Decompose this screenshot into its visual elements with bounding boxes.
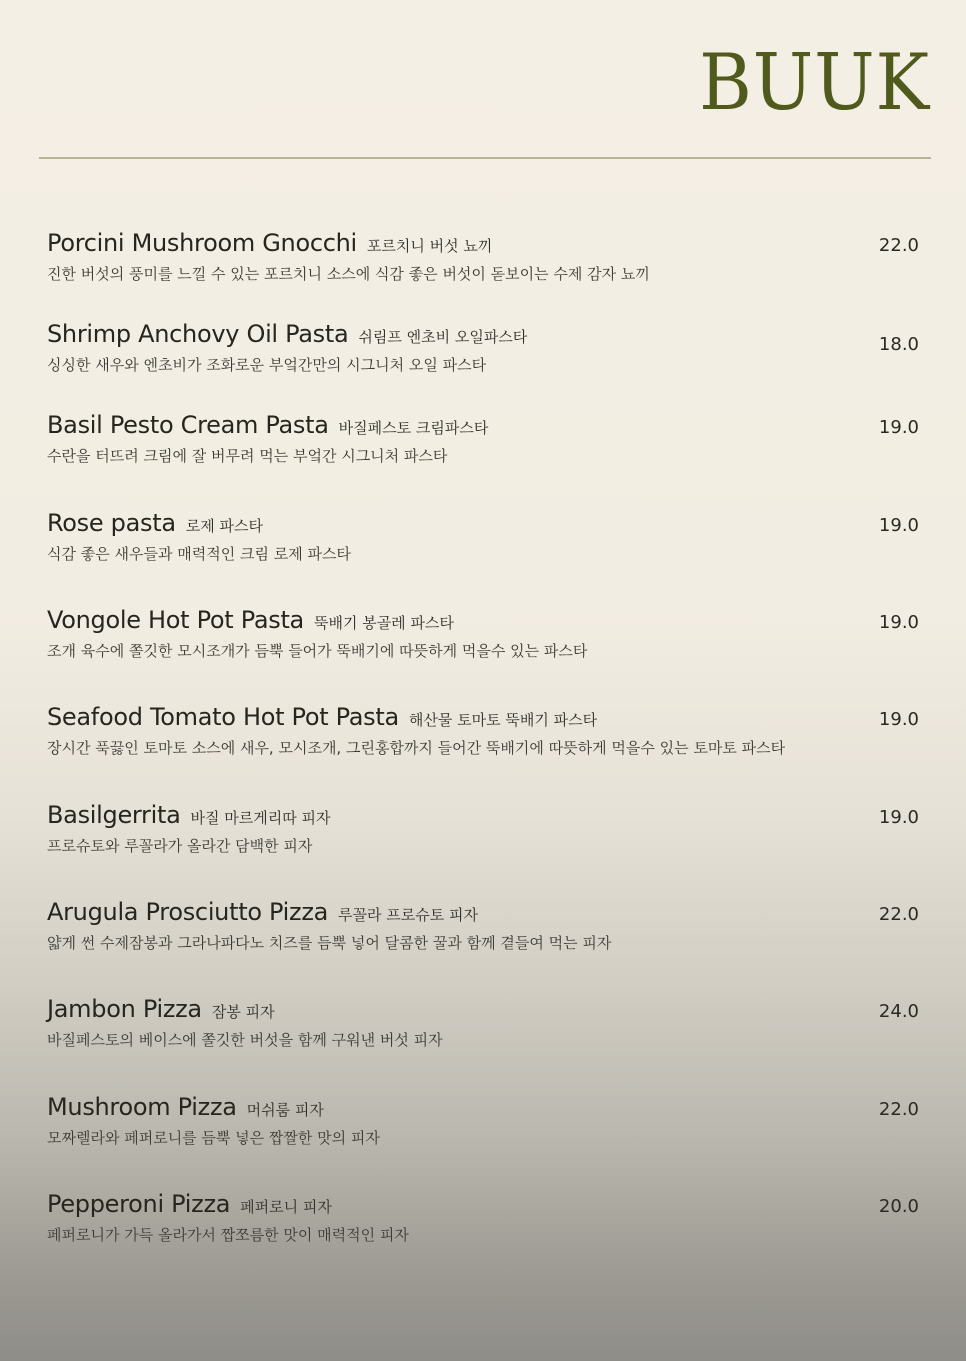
item-price: 22.0	[878, 904, 919, 925]
item-korean-name: 뚝배기 봉골레 파스타	[313, 614, 454, 632]
item-name: Jambon Pizza	[47, 995, 202, 1023]
menu-item-seafood-tomato	[47, 703, 927, 773]
item-price: 19.0	[878, 417, 919, 438]
item-description: 페퍼로니가 가득 올라가서 짭쪼름한 맛이 매력적인 피자	[47, 1226, 409, 1244]
item-price: 20.0	[878, 1196, 919, 1217]
item-korean-name: 쉬림프 엔초비 오일파스타	[358, 328, 528, 346]
item-description: 조개 육수에 쫄깃한 모시조개가 듬뿍 들어가 뚝배기에 따뜻하게 먹을수 있는 파스타	[47, 642, 588, 660]
item-price: 22.0	[878, 1099, 919, 1120]
item-korean-name: 바질페스토 크림파스타	[338, 419, 489, 437]
item-name: Basilgerrita	[47, 801, 181, 829]
item-name: Porcini Mushroom Gnocchi	[47, 229, 357, 257]
item-name: Pepperoni Pizza	[47, 1190, 231, 1218]
item-korean-name: 포르치니 버섯 뇨끼	[366, 237, 493, 255]
menu-item-jambon-pizza	[47, 995, 927, 1065]
menu-item-pepperoni-pizza	[47, 1190, 927, 1260]
item-description: 수란을 터뜨려 크림에 잘 버무려 먹는 부엌간 시그니처 파스타	[47, 447, 448, 465]
item-description: 장시간 푹끓인 토마토 소스에 새우, 모시조개, 그린홍합까지 들어간 뚝배기에 따뜻하게 먹을수 있는 토마토 파스타	[47, 739, 786, 757]
item-korean-name: 머쉬룸 피자	[246, 1101, 324, 1119]
item-name: Seafood Tomato Hot Pot Pasta	[47, 703, 399, 731]
item-description: 식감 좋은 새우들과 매력적인 크림 로제 파스타	[47, 545, 351, 563]
item-korean-name: 페퍼로니 피자	[240, 1198, 332, 1216]
item-name: Shrimp Anchovy Oil Pasta	[47, 320, 349, 348]
menu-item-basil-pesto	[47, 411, 927, 481]
item-korean-name: 바질 마르게리따 피자	[190, 809, 331, 827]
item-description: 프로슈토와 루꼴라가 올라간 담백한 피자	[47, 837, 313, 855]
item-name: Arugula Prosciutto Pizza	[47, 898, 329, 926]
menu-item-arugula-prosciutto	[47, 898, 927, 968]
menu-item-rose-pasta	[47, 509, 927, 579]
header-divider	[39, 157, 931, 159]
item-korean-name: 해산물 토마토 뚝배기 파스타	[408, 711, 598, 729]
menu-item-shrimp-anchovy	[47, 320, 927, 390]
menu-item-basilgerrita	[47, 801, 927, 871]
item-name: Basil Pesto Cream Pasta	[47, 411, 329, 439]
item-price: 19.0	[878, 515, 919, 536]
item-price: 19.0	[878, 612, 919, 633]
item-price: 19.0	[878, 807, 919, 828]
item-name: Vongole Hot Pot Pasta	[47, 606, 304, 634]
item-price: 19.0	[878, 709, 919, 730]
item-price: 18.0	[878, 334, 919, 355]
item-price: 24.0	[878, 1001, 919, 1022]
item-description: 진한 버섯의 풍미를 느낄 수 있는 포르치니 소스에 식감 좋은 버섯이 돋보이는 수제 감자 뇨끼	[47, 265, 650, 283]
menu-item-vongole	[47, 606, 927, 676]
item-description: 싱싱한 새우와 엔초비가 조화로운 부엌간만의 시그니처 오일 파스타	[47, 356, 487, 374]
item-description: 얇게 썬 수제잠봉과 그라나파다노 치즈를 듬뿍 넣어 달콤한 꿀과 함께 곁들여 먹는 피자	[47, 934, 612, 952]
item-korean-name: 루꼴라 프로슈토 피자	[338, 906, 478, 924]
item-korean-name: 잠봉 피자	[211, 1003, 275, 1021]
brand-logo: BUUK	[699, 38, 930, 128]
item-description: 바질페스토의 베이스에 쫄깃한 버섯을 함께 구워낸 버섯 피자	[47, 1031, 443, 1049]
item-price: 22.0	[878, 235, 919, 256]
item-name: Rose pasta	[47, 509, 176, 537]
item-name: Mushroom Pizza	[47, 1093, 237, 1121]
item-description: 모짜렐라와 페퍼로니를 듬뿍 넣은 짭짤한 맛의 피자	[47, 1129, 380, 1147]
menu-item-mushroom-pizza	[47, 1093, 927, 1163]
item-korean-name: 로제 파스타	[185, 517, 263, 535]
menu-item-porcini-gnocchi	[47, 229, 927, 299]
